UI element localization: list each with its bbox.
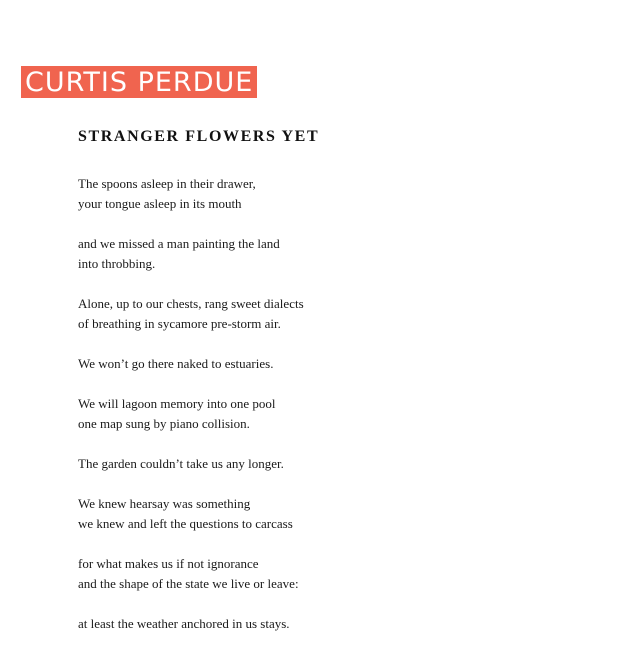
poem-line: and the shape of the state we live or leave:: [78, 576, 299, 591]
poem-line: we knew and left the questions to carcass: [78, 516, 293, 531]
stanza: [78, 354, 304, 374]
poem-line: We will lagoon memory into one pool: [78, 396, 276, 411]
author-name[interactable]: CURTIS PERDUE: [25, 66, 254, 98]
poem-line: Alone, up to our chests, rang sweet dialects: [78, 296, 304, 311]
stanza: [78, 454, 304, 474]
poem-title: STRANGER FLOWERS YET: [78, 128, 320, 145]
poem-line: The spoons asleep in their drawer,: [78, 176, 256, 191]
poem-line: We knew hearsay was something: [78, 496, 251, 511]
poem-line: of breathing in sycamore pre-storm air.: [78, 316, 281, 331]
poem-line: your tongue asleep in its mouth: [78, 196, 242, 211]
stanza: [78, 494, 304, 534]
poem-body: [78, 174, 304, 654]
poem-line: one map sung by piano collision.: [78, 416, 250, 431]
stanza: [78, 174, 304, 214]
stanza: [78, 554, 304, 594]
stanza: [78, 294, 304, 334]
poem-line: for what makes us if not ignorance: [78, 556, 259, 571]
poem-line: into throbbing.: [78, 256, 156, 271]
stanza: [78, 614, 304, 634]
poem-line: We won’t go there naked to estuaries.: [78, 356, 274, 371]
stanza: [78, 394, 304, 434]
poem-line: and we missed a man painting the land: [78, 236, 280, 251]
author-banner[interactable]: [21, 66, 257, 98]
poem-line: The garden couldn’t take us any longer.: [78, 456, 284, 471]
stanza: [78, 234, 304, 274]
poem-line: at least the weather anchored in us stays.: [78, 616, 290, 631]
